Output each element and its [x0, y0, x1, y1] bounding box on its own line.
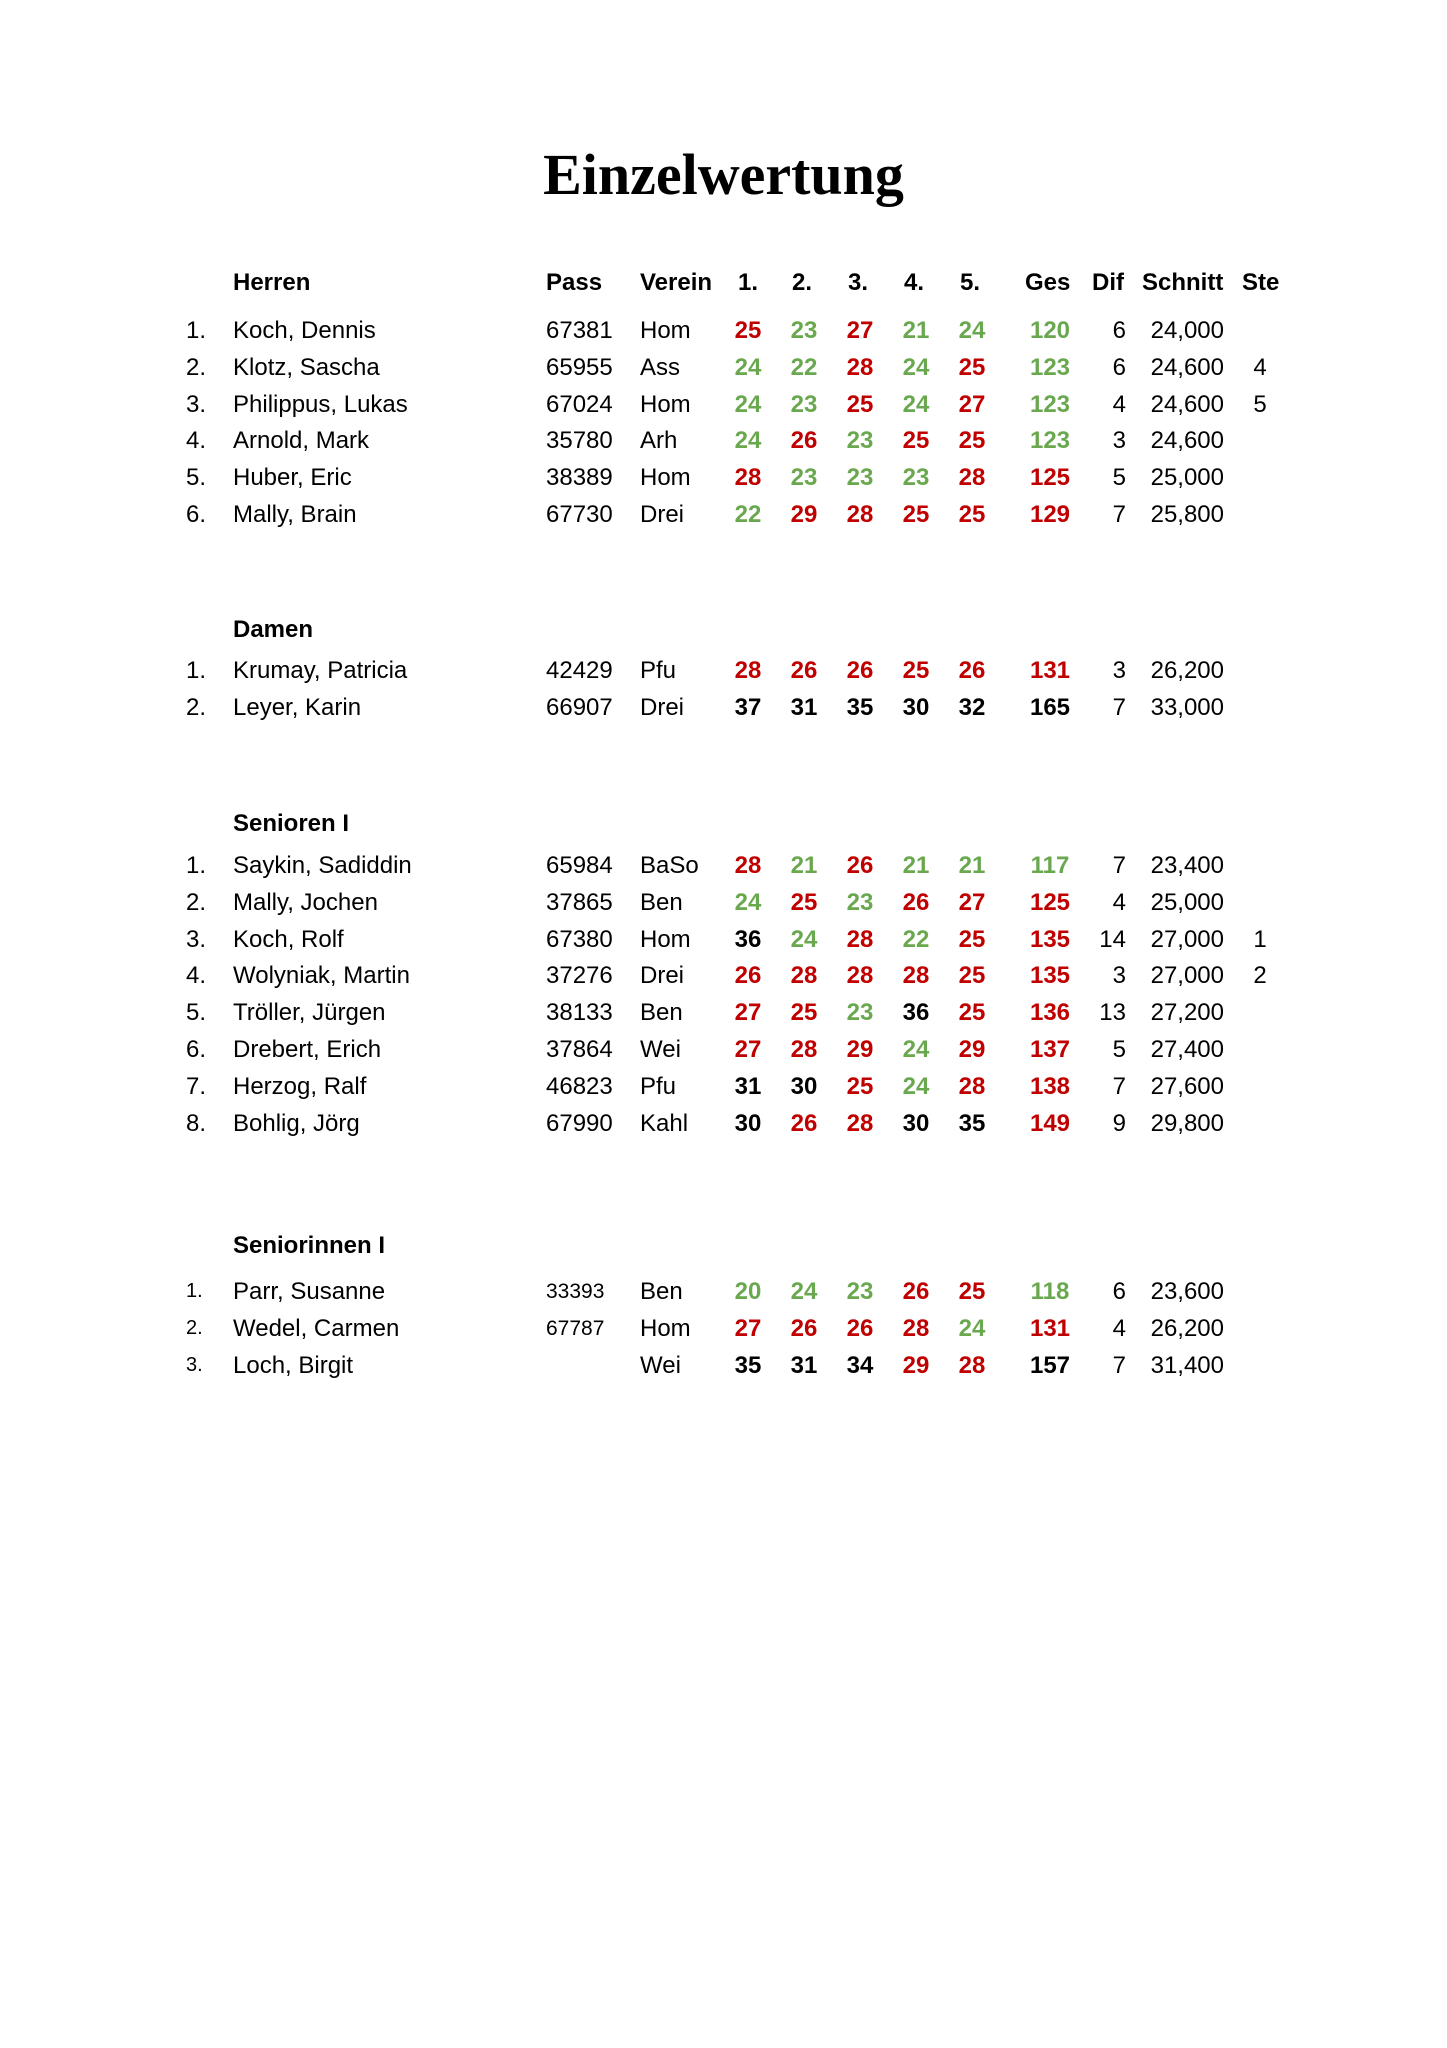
- section-title: Damen: [233, 616, 314, 643]
- playoff-rank: 5: [1253, 390, 1267, 418]
- score-1: 27: [734, 999, 762, 1027]
- average: 27,200: [1150, 999, 1224, 1027]
- difference: 6: [1112, 353, 1126, 381]
- pass-number: 37864: [546, 1036, 613, 1063]
- rank: 2.: [186, 353, 207, 381]
- score-3: 28: [846, 353, 874, 381]
- score-4: 25: [902, 427, 930, 455]
- score-1: 27: [734, 1036, 762, 1063]
- total: 165: [1029, 693, 1071, 721]
- playoff-rank: 4: [1253, 353, 1267, 381]
- score-2: 26: [790, 1314, 818, 1342]
- score-1: 24: [734, 353, 762, 381]
- total: 120: [1029, 317, 1071, 344]
- table-row: [0, 652, 1447, 689]
- table-row: [0, 496, 1447, 533]
- score-5: 32: [958, 693, 986, 721]
- pass-number: 46823: [546, 1072, 613, 1100]
- score-4: 28: [902, 1314, 930, 1342]
- score-2: 26: [790, 1109, 818, 1137]
- score-5: 25: [958, 962, 986, 990]
- section-title: Herren: [233, 269, 311, 296]
- club: Kahl: [640, 1109, 689, 1137]
- average: 24,600: [1150, 427, 1224, 455]
- score-2: 31: [790, 693, 818, 721]
- total: 129: [1029, 501, 1071, 528]
- pass-number: 38389: [546, 464, 613, 492]
- club: Pfu: [640, 657, 677, 684]
- score-4: 26: [902, 1278, 930, 1305]
- score-4: 29: [902, 1351, 930, 1379]
- club: Drei: [640, 693, 685, 721]
- rank: 1.: [186, 1280, 203, 1302]
- score-1: 24: [734, 888, 762, 916]
- score-1: 27: [734, 1314, 762, 1342]
- score-3: 27: [846, 317, 874, 344]
- score-3: 23: [846, 999, 874, 1027]
- score-3: 23: [846, 1278, 874, 1305]
- table-row: [0, 1105, 1447, 1142]
- rank: 1.: [186, 657, 207, 684]
- score-5: 25: [958, 1278, 986, 1305]
- total: 135: [1029, 962, 1071, 990]
- rank: 2.: [186, 693, 207, 721]
- table-row: [0, 847, 1447, 884]
- difference: 4: [1112, 1314, 1126, 1342]
- table-row: [0, 312, 1447, 349]
- player-name: Wolyniak, Martin: [233, 962, 410, 990]
- total: 125: [1029, 464, 1071, 492]
- score-2: 23: [790, 464, 818, 492]
- player-name: Huber, Eric: [233, 464, 352, 492]
- score-4: 25: [902, 501, 930, 528]
- score-3: 23: [846, 464, 874, 492]
- total: 123: [1029, 427, 1071, 455]
- difference: 3: [1112, 657, 1126, 684]
- score-1: 20: [734, 1278, 762, 1305]
- score-3: 28: [846, 501, 874, 528]
- score-2: 25: [790, 888, 818, 916]
- total: 123: [1029, 353, 1071, 381]
- pass-number: 38133: [546, 999, 613, 1027]
- total: 131: [1029, 657, 1071, 684]
- section-title: Seniorinnen I: [233, 1232, 386, 1259]
- average: 33,000: [1150, 693, 1224, 721]
- pass-number: 37865: [546, 888, 613, 916]
- player-name: Drebert, Erich: [233, 1036, 382, 1063]
- club: Pfu: [640, 1072, 677, 1100]
- average: 27,400: [1150, 1036, 1224, 1063]
- average: 29,800: [1150, 1109, 1224, 1137]
- difference: 3: [1112, 427, 1126, 455]
- difference: 7: [1112, 501, 1126, 528]
- score-2: 26: [790, 657, 818, 684]
- player-name: Philippus, Lukas: [233, 390, 408, 418]
- pass-number: 65984: [546, 852, 613, 879]
- pass-number: 42429: [546, 657, 613, 684]
- club: Wei: [640, 1036, 681, 1063]
- score-5: 24: [958, 1314, 986, 1342]
- table-row: [0, 1068, 1447, 1105]
- rank: 5.: [186, 464, 207, 492]
- club: Drei: [640, 962, 685, 990]
- score-5: 25: [958, 353, 986, 381]
- player-name: Klotz, Sascha: [233, 353, 380, 381]
- score-1: 28: [734, 464, 762, 492]
- score-5: 27: [958, 888, 986, 916]
- page-title: Einzelwertung: [543, 142, 904, 207]
- difference: 3: [1112, 962, 1126, 990]
- score-5: 28: [958, 1072, 986, 1100]
- total: 118: [1030, 1278, 1070, 1305]
- rank: 2.: [186, 1316, 203, 1339]
- rank: 3.: [186, 925, 207, 953]
- score-5: 28: [958, 1351, 986, 1379]
- total: 149: [1029, 1109, 1071, 1137]
- score-2: 31: [790, 1351, 818, 1379]
- player-name: Arnold, Mark: [233, 427, 370, 455]
- average: 26,200: [1150, 657, 1224, 684]
- player-name: Mally, Jochen: [233, 888, 378, 916]
- column-header-pass: Pass: [546, 269, 603, 296]
- score-1: 37: [734, 693, 762, 721]
- rank: 2.: [186, 888, 207, 916]
- average: 27,000: [1150, 925, 1224, 953]
- table-row: [0, 386, 1447, 423]
- table-row: [0, 1273, 1447, 1310]
- score-3: 28: [846, 962, 874, 990]
- pass-number: 65955: [546, 353, 613, 381]
- score-1: 35: [734, 1351, 762, 1379]
- score-4: 21: [902, 852, 930, 879]
- column-header-1: 1.: [738, 269, 759, 296]
- club: Ben: [640, 888, 683, 916]
- total: 157: [1029, 1351, 1071, 1379]
- total: 117: [1030, 852, 1070, 879]
- score-4: 36: [902, 999, 930, 1027]
- table-row: [0, 1310, 1447, 1347]
- score-1: 22: [734, 501, 762, 528]
- club: Arh: [640, 427, 678, 455]
- rank: 1.: [186, 852, 207, 879]
- average: 25,000: [1150, 888, 1224, 916]
- pass-number: 66907: [546, 693, 613, 721]
- column-header-verein: Verein: [640, 269, 713, 296]
- rank: 5.: [186, 999, 207, 1027]
- score-1: 28: [734, 657, 762, 684]
- player-name: Saykin, Sadiddin: [233, 852, 412, 879]
- table-row: [0, 994, 1447, 1031]
- column-header-2: 2.: [792, 269, 813, 296]
- score-3: 28: [846, 925, 874, 953]
- column-header-ste: Ste: [1242, 269, 1280, 296]
- score-1: 31: [734, 1072, 762, 1100]
- club: Ben: [640, 999, 683, 1027]
- score-2: 28: [790, 1036, 818, 1063]
- average: 23,400: [1150, 852, 1224, 879]
- pass-number: 67990: [546, 1109, 613, 1137]
- table-row: [0, 884, 1447, 921]
- rank: 6.: [186, 501, 207, 528]
- column-header-4: 4.: [904, 269, 925, 296]
- table-row: [0, 349, 1447, 386]
- score-3: 26: [846, 657, 874, 684]
- score-5: 26: [958, 657, 986, 684]
- player-name: Loch, Birgit: [233, 1351, 354, 1379]
- score-1: 26: [734, 962, 762, 990]
- column-header-schnitt: Schnitt: [1142, 269, 1224, 296]
- score-1: 24: [734, 427, 762, 455]
- club: Hom: [640, 464, 691, 492]
- score-2: 25: [790, 999, 818, 1027]
- average: 23,600: [1150, 1278, 1224, 1305]
- score-2: 24: [790, 1278, 818, 1305]
- pass-number: 67730: [546, 501, 613, 528]
- score-5: 28: [958, 464, 986, 492]
- table-row: [0, 1031, 1447, 1068]
- player-name: Tröller, Jürgen: [233, 999, 386, 1027]
- table-row: [0, 689, 1447, 726]
- average: 25,000: [1150, 464, 1224, 492]
- score-4: 24: [902, 390, 930, 418]
- score-1: 24: [734, 390, 762, 418]
- score-4: 24: [902, 353, 930, 381]
- difference: 4: [1112, 390, 1126, 418]
- pass-number: 67024: [546, 390, 613, 418]
- player-name: Koch, Dennis: [233, 317, 376, 344]
- difference: 6: [1112, 1278, 1126, 1305]
- score-3: 23: [846, 427, 874, 455]
- playoff-rank: 1: [1253, 925, 1267, 953]
- rank: 6.: [186, 1036, 207, 1063]
- column-header-dif: Dif: [1092, 269, 1124, 296]
- rank: 7.: [186, 1072, 207, 1100]
- difference: 6: [1112, 317, 1126, 344]
- score-4: 30: [902, 693, 930, 721]
- average: 24,000: [1150, 317, 1224, 344]
- pass-number: 67787: [546, 1316, 605, 1340]
- score-5: 25: [958, 427, 986, 455]
- difference: 4: [1112, 888, 1126, 916]
- difference: 5: [1112, 464, 1126, 492]
- rank: 3.: [186, 1353, 203, 1376]
- table-row: [0, 459, 1447, 496]
- playoff-rank: 2: [1253, 962, 1267, 990]
- player-name: Herzog, Ralf: [233, 1072, 367, 1100]
- club: Ben: [640, 1278, 683, 1305]
- table-row: [0, 1347, 1447, 1384]
- score-1: 25: [734, 317, 762, 344]
- player-name: Koch, Rolf: [233, 925, 344, 953]
- table-row: [0, 957, 1447, 994]
- club: Hom: [640, 1314, 691, 1342]
- score-2: 23: [790, 317, 818, 344]
- score-4: 24: [902, 1036, 930, 1063]
- player-name: Mally, Brain: [233, 501, 357, 528]
- rank: 1.: [186, 317, 207, 344]
- club: Ass: [640, 353, 681, 381]
- score-2: 30: [790, 1072, 818, 1100]
- score-3: 26: [846, 1314, 874, 1342]
- total: 136: [1029, 999, 1071, 1027]
- rank: 4.: [186, 962, 207, 990]
- total: 131: [1029, 1314, 1071, 1342]
- average: 27,600: [1150, 1072, 1224, 1100]
- score-3: 25: [846, 390, 874, 418]
- score-2: 29: [790, 501, 818, 528]
- pass-number: 67381: [546, 317, 613, 344]
- average: 31,400: [1150, 1351, 1224, 1379]
- score-2: 21: [790, 852, 818, 879]
- difference: 13: [1099, 999, 1126, 1027]
- score-4: 28: [902, 962, 930, 990]
- table-row: [0, 921, 1447, 958]
- total: 137: [1029, 1036, 1071, 1063]
- difference: 5: [1112, 1036, 1126, 1063]
- average: 25,800: [1150, 501, 1224, 528]
- club: BaSo: [640, 852, 699, 879]
- pass-number: 33393: [546, 1280, 605, 1303]
- score-4: 26: [902, 888, 930, 916]
- total: 125: [1029, 888, 1071, 916]
- score-3: 29: [846, 1036, 874, 1063]
- score-2: 22: [790, 353, 818, 381]
- pass-number: 37276: [546, 962, 613, 990]
- score-2: 28: [790, 962, 818, 990]
- score-3: 26: [846, 852, 874, 879]
- score-1: 28: [734, 852, 762, 879]
- column-header-5: 5.: [960, 269, 981, 296]
- score-4: 25: [902, 657, 930, 684]
- club: Drei: [640, 501, 685, 528]
- total: 135: [1029, 925, 1071, 953]
- player-name: Leyer, Karin: [233, 693, 362, 721]
- rank: 4.: [186, 427, 207, 455]
- rank: 3.: [186, 390, 207, 418]
- score-4: 21: [902, 317, 930, 344]
- score-5: 25: [958, 501, 986, 528]
- difference: 9: [1112, 1109, 1126, 1137]
- score-4: 30: [902, 1109, 930, 1137]
- table-row: [0, 422, 1447, 459]
- difference: 14: [1099, 925, 1126, 953]
- player-name: Bohlig, Jörg: [233, 1109, 360, 1137]
- score-2: 26: [790, 427, 818, 455]
- difference: 7: [1112, 852, 1126, 879]
- score-2: 24: [790, 925, 818, 953]
- total: 123: [1029, 390, 1071, 418]
- pass-number: 67380: [546, 925, 613, 953]
- club: Hom: [640, 317, 691, 344]
- column-header-3: 3.: [848, 269, 869, 296]
- club: Hom: [640, 925, 691, 953]
- score-5: 29: [958, 1036, 986, 1063]
- column-header-ges: Ges: [1025, 269, 1071, 296]
- score-3: 34: [846, 1351, 874, 1379]
- club: Hom: [640, 390, 691, 418]
- score-5: 27: [958, 390, 986, 418]
- score-4: 22: [902, 925, 930, 953]
- pass-number: 35780: [546, 427, 613, 455]
- score-3: 35: [846, 693, 874, 721]
- score-5: 24: [958, 317, 986, 344]
- score-5: 35: [958, 1109, 986, 1137]
- total: 138: [1029, 1072, 1071, 1100]
- section-title: Senioren I: [233, 810, 350, 837]
- club: Wei: [640, 1351, 681, 1379]
- score-3: 28: [846, 1109, 874, 1137]
- score-1: 36: [734, 925, 762, 953]
- score-5: 21: [958, 852, 986, 879]
- score-2: 23: [790, 390, 818, 418]
- player-name: Parr, Susanne: [233, 1278, 386, 1305]
- score-5: 25: [958, 925, 986, 953]
- score-4: 23: [902, 464, 930, 492]
- score-3: 23: [846, 888, 874, 916]
- average: 27,000: [1150, 962, 1224, 990]
- score-1: 30: [734, 1109, 762, 1137]
- average: 24,600: [1150, 353, 1224, 381]
- difference: 7: [1112, 1351, 1126, 1379]
- average: 26,200: [1150, 1314, 1224, 1342]
- player-name: Wedel, Carmen: [233, 1314, 400, 1342]
- difference: 7: [1112, 693, 1126, 721]
- score-5: 25: [958, 999, 986, 1027]
- average: 24,600: [1150, 390, 1224, 418]
- rank: 8.: [186, 1109, 207, 1137]
- player-name: Krumay, Patricia: [233, 657, 408, 684]
- score-4: 24: [902, 1072, 930, 1100]
- difference: 7: [1112, 1072, 1126, 1100]
- score-3: 25: [846, 1072, 874, 1100]
